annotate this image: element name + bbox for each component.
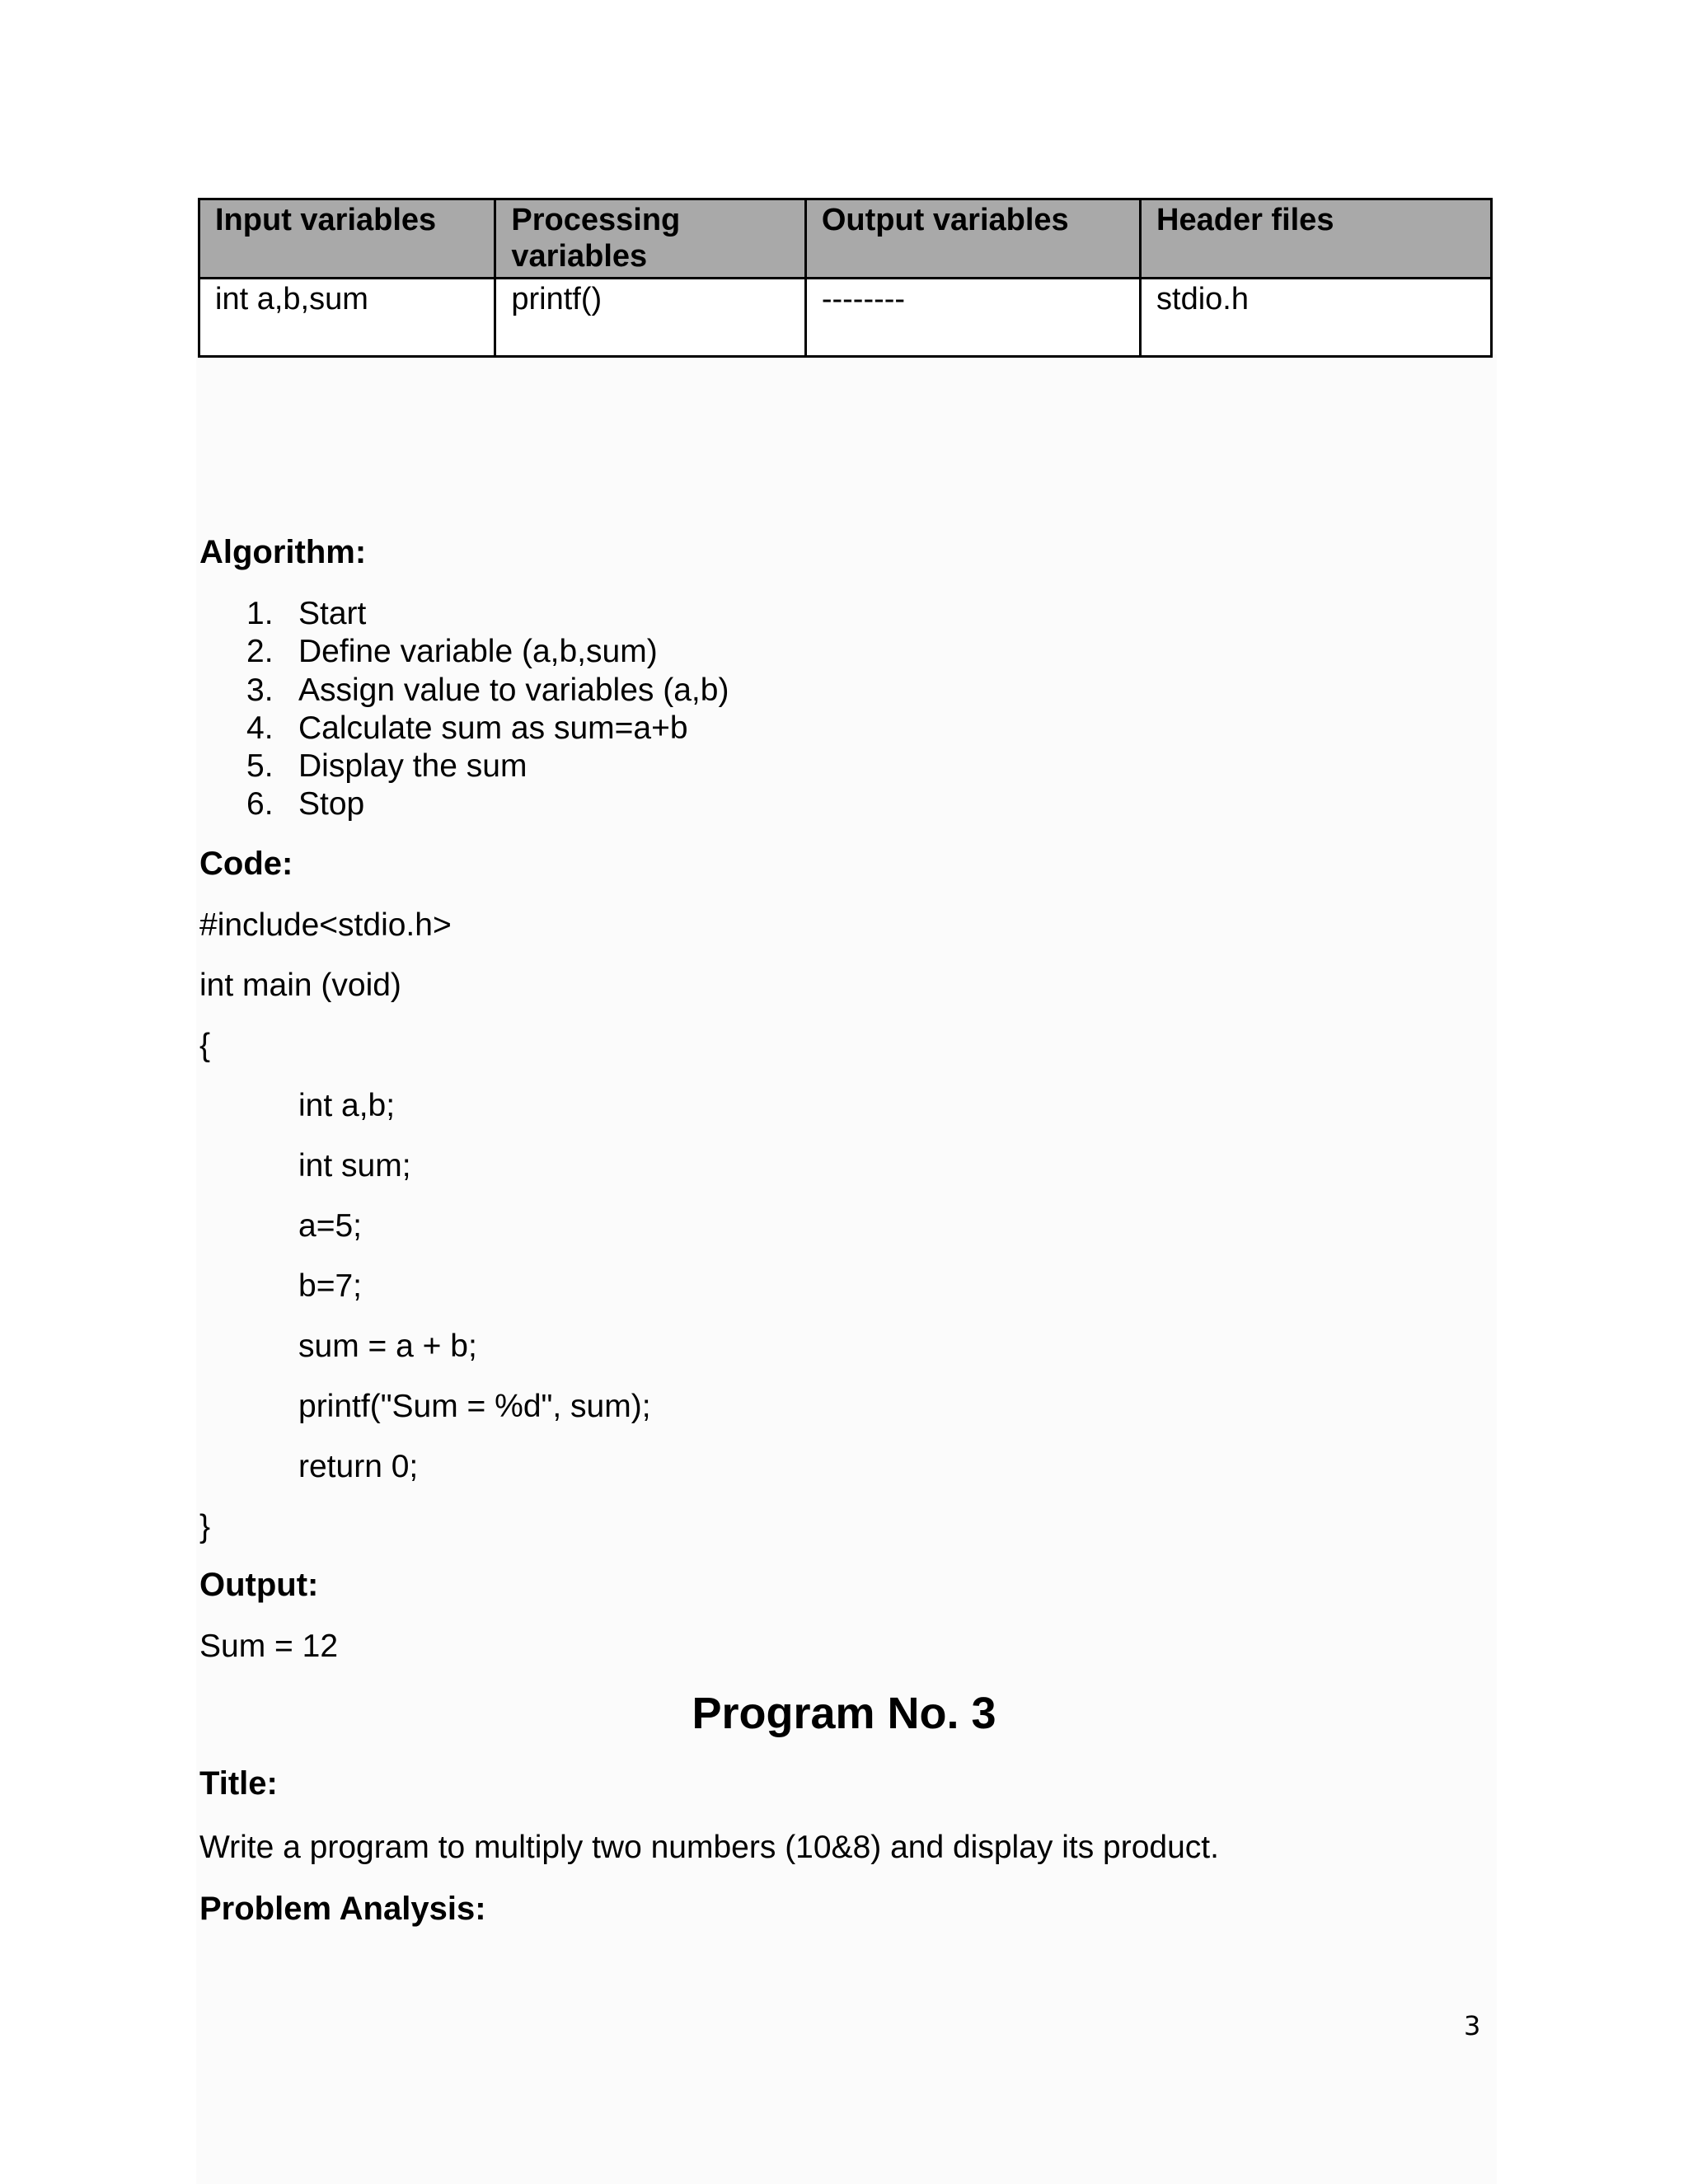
list-item [199, 710, 729, 748]
program-title: Program No. 3 [692, 1689, 996, 1738]
code-line: printf("Sum = %d", sum); [298, 1389, 651, 1424]
step-number: 2. [246, 634, 274, 670]
title-heading: Title: [199, 1765, 278, 1802]
step-number: 3. [246, 672, 274, 708]
list-item [199, 672, 729, 710]
code-line: return 0; [298, 1449, 419, 1484]
code-line: #include<stdio.h> [199, 907, 452, 943]
code-line: } [199, 1509, 211, 1544]
output-heading: Output: [199, 1567, 319, 1603]
page-number: 3 [1464, 2010, 1481, 2041]
step-text: Display the sum [298, 748, 528, 785]
step-text: Stop [298, 786, 365, 823]
list-item [199, 595, 729, 633]
code-line: int a,b; [298, 1088, 396, 1123]
table-header-cell: Header files [1141, 199, 1492, 279]
table-header-row [199, 199, 1492, 279]
table-cell: stdio.h [1141, 279, 1492, 357]
step-text: Calculate sum as sum=a+b [298, 710, 688, 746]
output-text: Sum = 12 [199, 1629, 339, 1664]
list-item [199, 633, 729, 671]
step-number: 1. [246, 596, 274, 631]
problem-analysis-heading: Problem Analysis: [199, 1891, 486, 1927]
step-number: 6. [246, 786, 274, 823]
problem-analysis-table [198, 198, 1493, 358]
step-text: Start [298, 596, 367, 631]
table-cell: int a,b,sum [199, 279, 495, 357]
table-row [199, 279, 1492, 357]
step-number: 5. [246, 748, 274, 785]
code-line: int main (void) [199, 968, 401, 1003]
code-line: a=5; [298, 1208, 362, 1244]
table-header-cell: Input variables [199, 199, 495, 279]
title-text: Write a program to multiply two numbers (10&8) and display its product. [199, 1830, 1219, 1865]
code-line: { [199, 1028, 211, 1063]
table-cell: -------- [805, 279, 1140, 357]
code-line: int sum; [298, 1148, 411, 1183]
table-header-cell: Processing variables [495, 199, 805, 279]
step-text: Define variable (a,b,sum) [298, 634, 658, 670]
code-line: sum = a + b; [298, 1329, 477, 1364]
list-item [199, 785, 729, 823]
list-item [199, 748, 729, 785]
step-number: 4. [246, 710, 274, 746]
algorithm-heading: Algorithm: [199, 534, 367, 570]
code-line: b=7; [298, 1268, 362, 1304]
algorithm-steps [199, 595, 729, 824]
table-header-cell: Output variables [805, 199, 1140, 279]
code-heading: Code: [199, 846, 293, 882]
step-text: Assign value to variables (a,b) [298, 672, 729, 708]
table-cell: printf() [495, 279, 805, 357]
